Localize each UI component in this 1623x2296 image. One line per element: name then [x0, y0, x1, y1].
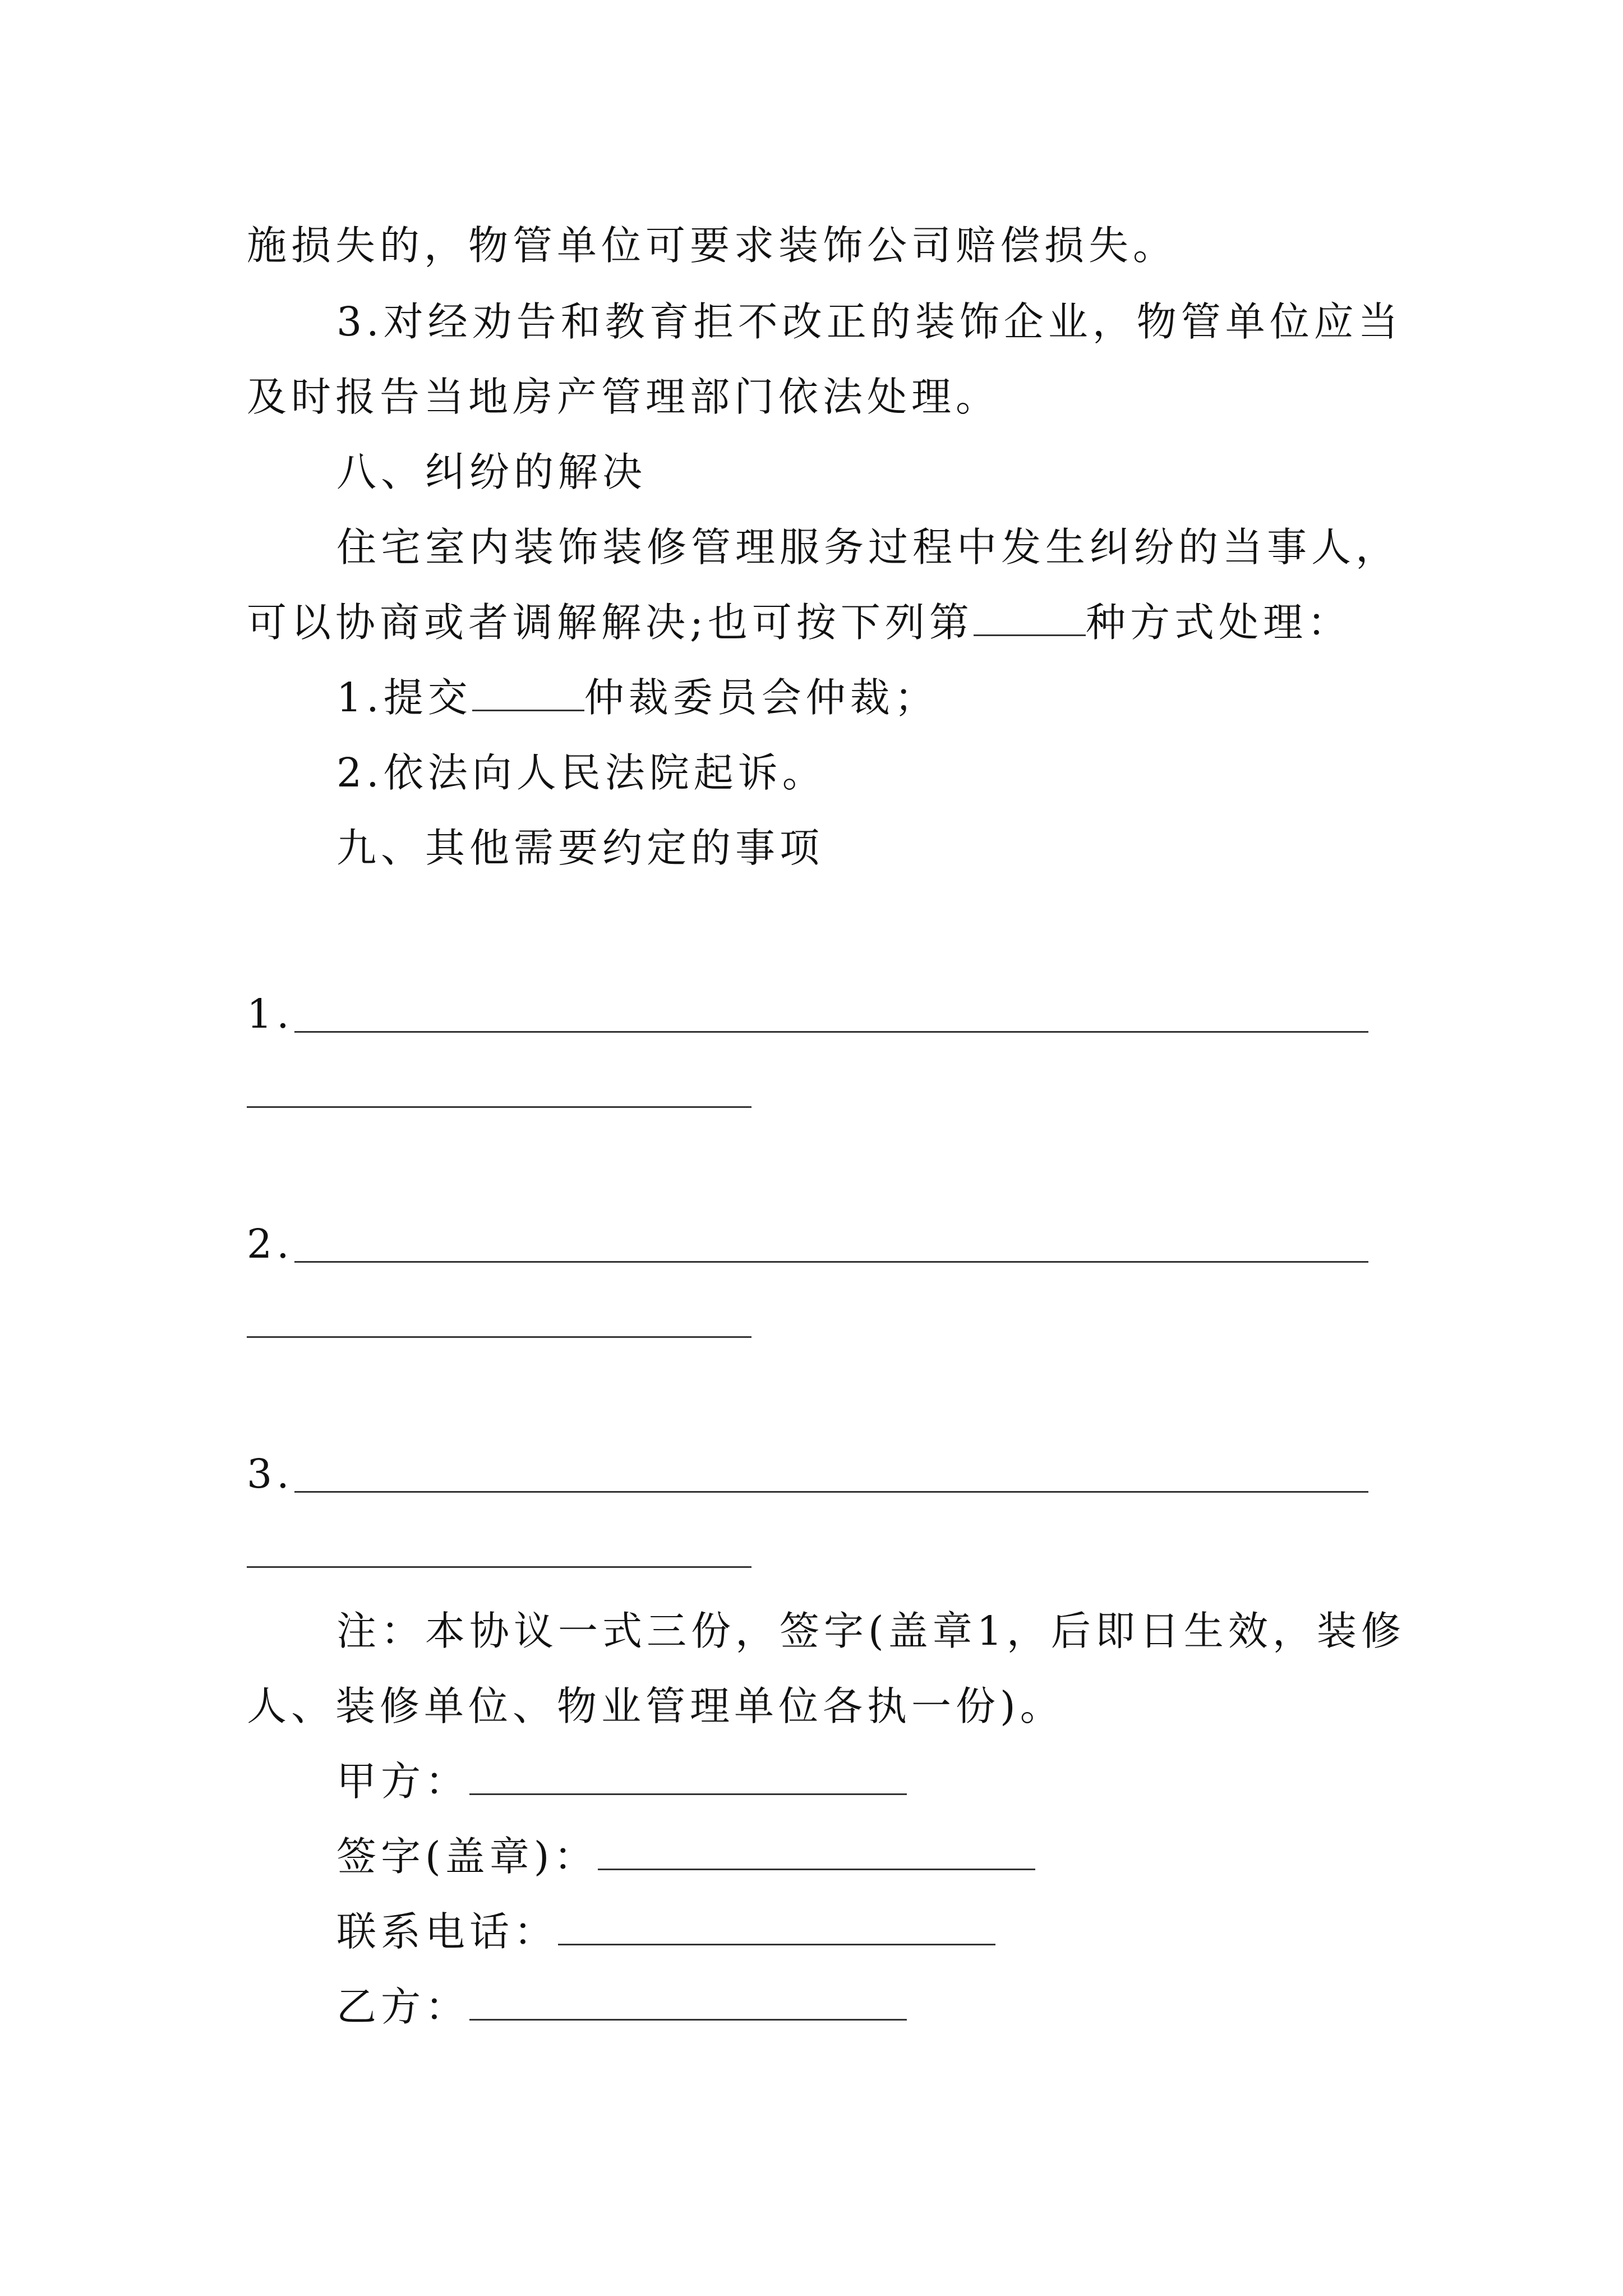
item-3-blank-line-continued[interactable] — [247, 1566, 751, 1568]
signature-row — [336, 1829, 1035, 1885]
party-b-label: 乙方： — [336, 1984, 470, 2030]
item-1-blank-line[interactable] — [294, 1031, 1368, 1033]
phone-label: 联系电话： — [336, 1908, 559, 1955]
method-number-blank[interactable] — [974, 599, 1086, 636]
option-1-text: 1.提交 — [336, 674, 472, 721]
signature-label: 签字(盖章)： — [336, 1833, 598, 1880]
dispute-method-text: 可以协商或者调解解决;也可按下列第 — [247, 599, 974, 646]
option-2-line: 2.依法向人民法院起诉。 — [336, 749, 827, 796]
item-1-number: 1. — [247, 991, 294, 1037]
paragraph-line: 施损失的，物管单位可要求装饰公司赔偿损失。 — [247, 222, 1178, 269]
item-2-blank-line-continued[interactable] — [247, 1336, 751, 1338]
option-1-line — [336, 670, 939, 726]
party-a-blank[interactable] — [469, 1757, 907, 1795]
party-a-label: 甲方： — [336, 1758, 470, 1805]
item-1-blank-line-continued[interactable] — [247, 1106, 751, 1108]
item-2-number: 2. — [247, 1221, 294, 1267]
dispute-method-line — [247, 595, 1352, 651]
item-3-number: 3. — [247, 1451, 294, 1497]
section-8-heading: 八、纠纷的解决 — [336, 449, 647, 495]
arbitration-committee-blank[interactable] — [472, 674, 584, 711]
paragraph-line: 住宅室内装饰装修管理服务过程中发生纠纷的当事人， — [336, 524, 1400, 570]
party-a-row — [336, 1754, 907, 1810]
paragraph-line: 及时报告当地房产管理部门依法处理。 — [247, 374, 1000, 420]
party-b-blank[interactable] — [469, 1983, 907, 2021]
clause-3: 3.对经劝告和教育拒不改正的装饰企业，物管单位应当 — [336, 298, 1403, 345]
phone-row — [336, 1904, 995, 1960]
dispute-method-text-end: 种方式处理： — [1085, 599, 1352, 646]
phone-blank[interactable] — [558, 1908, 995, 1945]
note-line: 注：本协议一式三份，签字(盖章1，后即日生效，装修 — [336, 1608, 1405, 1654]
item-3-blank-line[interactable] — [294, 1491, 1368, 1493]
section-9-heading: 九、其他需要约定的事项 — [336, 825, 824, 871]
option-1-text-end: 仲裁委员会仲裁； — [584, 674, 939, 721]
note-line-continued: 人、装修单位、物业管理单位各执一份)。 — [247, 1683, 1064, 1729]
party-b-row — [336, 1979, 907, 2035]
item-2-blank-line[interactable] — [294, 1261, 1368, 1263]
signature-blank[interactable] — [598, 1833, 1035, 1870]
